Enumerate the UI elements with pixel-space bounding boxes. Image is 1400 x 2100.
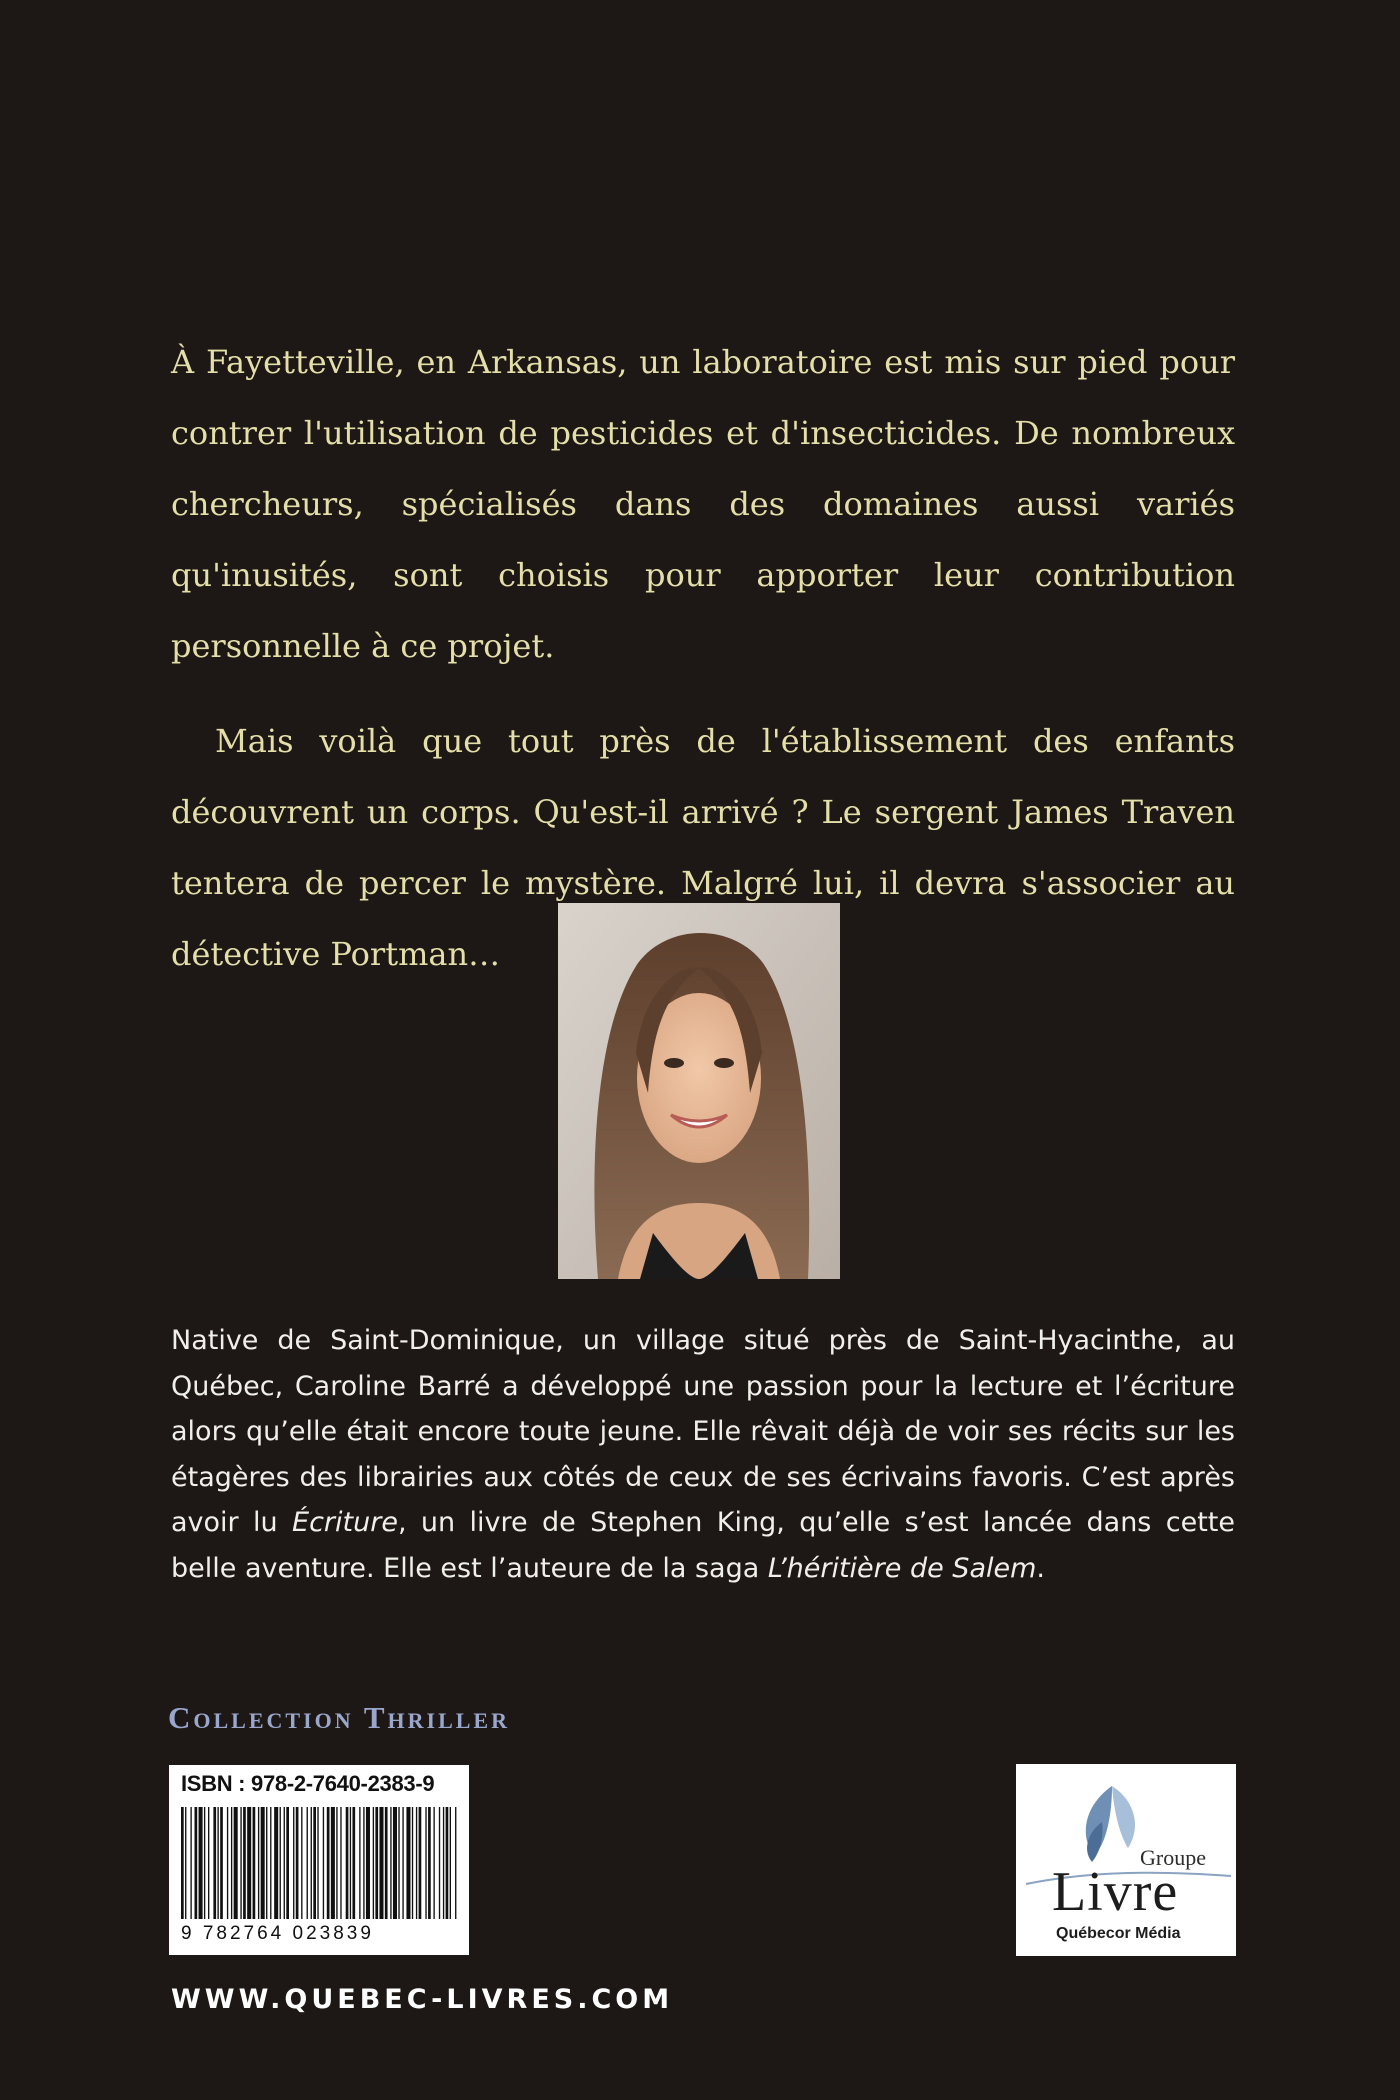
- barcode-digits: 9 782764 023839: [181, 1923, 374, 1944]
- author-bio: [171, 1318, 1235, 1591]
- logo-subtitle: Québecor Média: [1056, 1925, 1181, 1942]
- synopsis: [171, 327, 1235, 990]
- bio-text-3: .: [1036, 1552, 1045, 1584]
- collection-title: Collection Thriller: [168, 1700, 510, 1735]
- bio-text-1: Native de Saint-Dominique, un village situé près de Saint-Hyacinthe, au Québec, Caroline Barré a développé une passion pour la lecture et l’écriture alors qu’elle était encore toute jeune. Elle rêvait déjà de voir ses récits sur les étagères des librairies aux côtés de ceux de ses écrivains favoris. C’est après avoir lu: [171, 1325, 1235, 1538]
- logo-groupe: Groupe: [1140, 1845, 1206, 1870]
- synopsis-paragraph-1: À Fayetteville, en Arkansas, un laboratoire est mis sur pied pour contrer l'utilisation de pesticides et d'insecticides. De nombreux chercheurs, spécialisés dans des domaines aussi variés qu'inusités, sont choisis pour apporter leur contribution personnelle à ce projet.: [171, 343, 1235, 665]
- publisher-logo: [1016, 1764, 1236, 1956]
- isbn-barcode: [169, 1765, 469, 1955]
- bio-book-title-2: L’héritière de Salem: [767, 1552, 1037, 1584]
- isbn-label: ISBN : 978-2-7640-2383-9: [181, 1771, 435, 1796]
- logo-livre: Livre: [1052, 1861, 1179, 1923]
- website-link[interactable]: WWW.QUEBEC-LIVRES.COM: [171, 1984, 674, 2015]
- synopsis-paragraph-2: Mais voilà que tout près de l'établissement des enfants découvrent un corps. Qu'est-il arrivé ? Le sergent James Traven tentera de percer le mystère. Malgré lui, il devra s'associer au détective Portman…: [171, 722, 1235, 973]
- author-photo: [558, 903, 840, 1279]
- bio-text-2: , un livre de Stephen King, qu’elle s’est lancée dans cette belle aventure. Elle est l’auteure de la saga: [171, 1507, 1235, 1584]
- bio-book-title-1: Écriture: [292, 1507, 398, 1538]
